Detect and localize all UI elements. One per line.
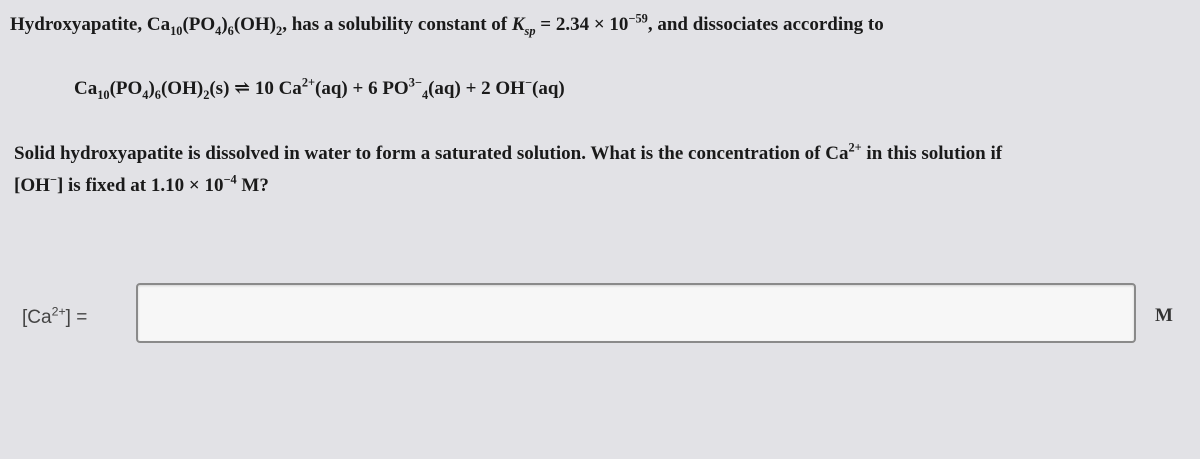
subscript: 4 [215, 23, 222, 38]
intro-text: Hydroxyapatite, Ca [10, 14, 171, 35]
subscript: 4 [142, 87, 149, 102]
superscript: − [49, 172, 57, 187]
question-prompt-line2 [14, 172, 269, 197]
equation-part: (PO [109, 78, 143, 99]
subscript: 2 [203, 87, 210, 102]
prompt-text: ] is fixed at 1.10 × 10 [56, 175, 224, 196]
ksp-exponent: −59 [628, 11, 648, 26]
answer-label [22, 304, 88, 329]
subscript: 6 [227, 23, 234, 38]
equation-part: (aq) [532, 78, 565, 99]
subscript: 4 [421, 87, 429, 102]
intro-text: (PO [182, 14, 216, 35]
equation-part: (aq) + 2 OH [428, 78, 525, 99]
equation-part: (aq) + 6 PO [315, 78, 409, 99]
subscript: 10 [170, 23, 183, 38]
subscript: 10 [97, 87, 110, 102]
ksp-subscript: sp [524, 23, 536, 38]
equation-part: Ca [74, 78, 98, 99]
superscript: 3− [408, 75, 422, 90]
dissociation-equation [74, 77, 565, 100]
ksp-symbol: K [511, 14, 525, 35]
subscript: 6 [154, 87, 161, 102]
unit-label: M [1155, 305, 1173, 326]
prompt-text: M? [236, 175, 269, 196]
prompt-text: Solid hydroxyapatite is dissolved in water to form a saturated solution. What is the concentration of Ca [14, 143, 849, 164]
equation-part: ) [148, 78, 155, 99]
superscript: − [524, 75, 533, 90]
label-text: [Ca [22, 307, 52, 328]
superscript: −4 [223, 172, 237, 187]
superscript: 2+ [301, 75, 316, 90]
intro-text: ) [221, 14, 228, 35]
equation-part: (s) ⇌ 10 Ca [209, 78, 302, 99]
prompt-text: [OH [14, 175, 50, 196]
question-intro [10, 11, 884, 38]
subscript: 2 [276, 23, 283, 38]
answer-input[interactable] [136, 283, 1136, 343]
intro-text: , has a solubility constant of [282, 14, 512, 35]
equation-part: (OH) [160, 78, 204, 99]
intro-text: (OH) [233, 14, 277, 35]
intro-text: , and dissociates according to [647, 14, 884, 35]
prompt-text: in this solution if [861, 143, 1003, 164]
label-text: ] = [65, 307, 88, 328]
ksp-value: = 2.34 × 10 [535, 14, 629, 35]
superscript: 2+ [848, 140, 862, 155]
question-prompt-line1 [14, 140, 1003, 165]
superscript: 2+ [51, 304, 66, 319]
